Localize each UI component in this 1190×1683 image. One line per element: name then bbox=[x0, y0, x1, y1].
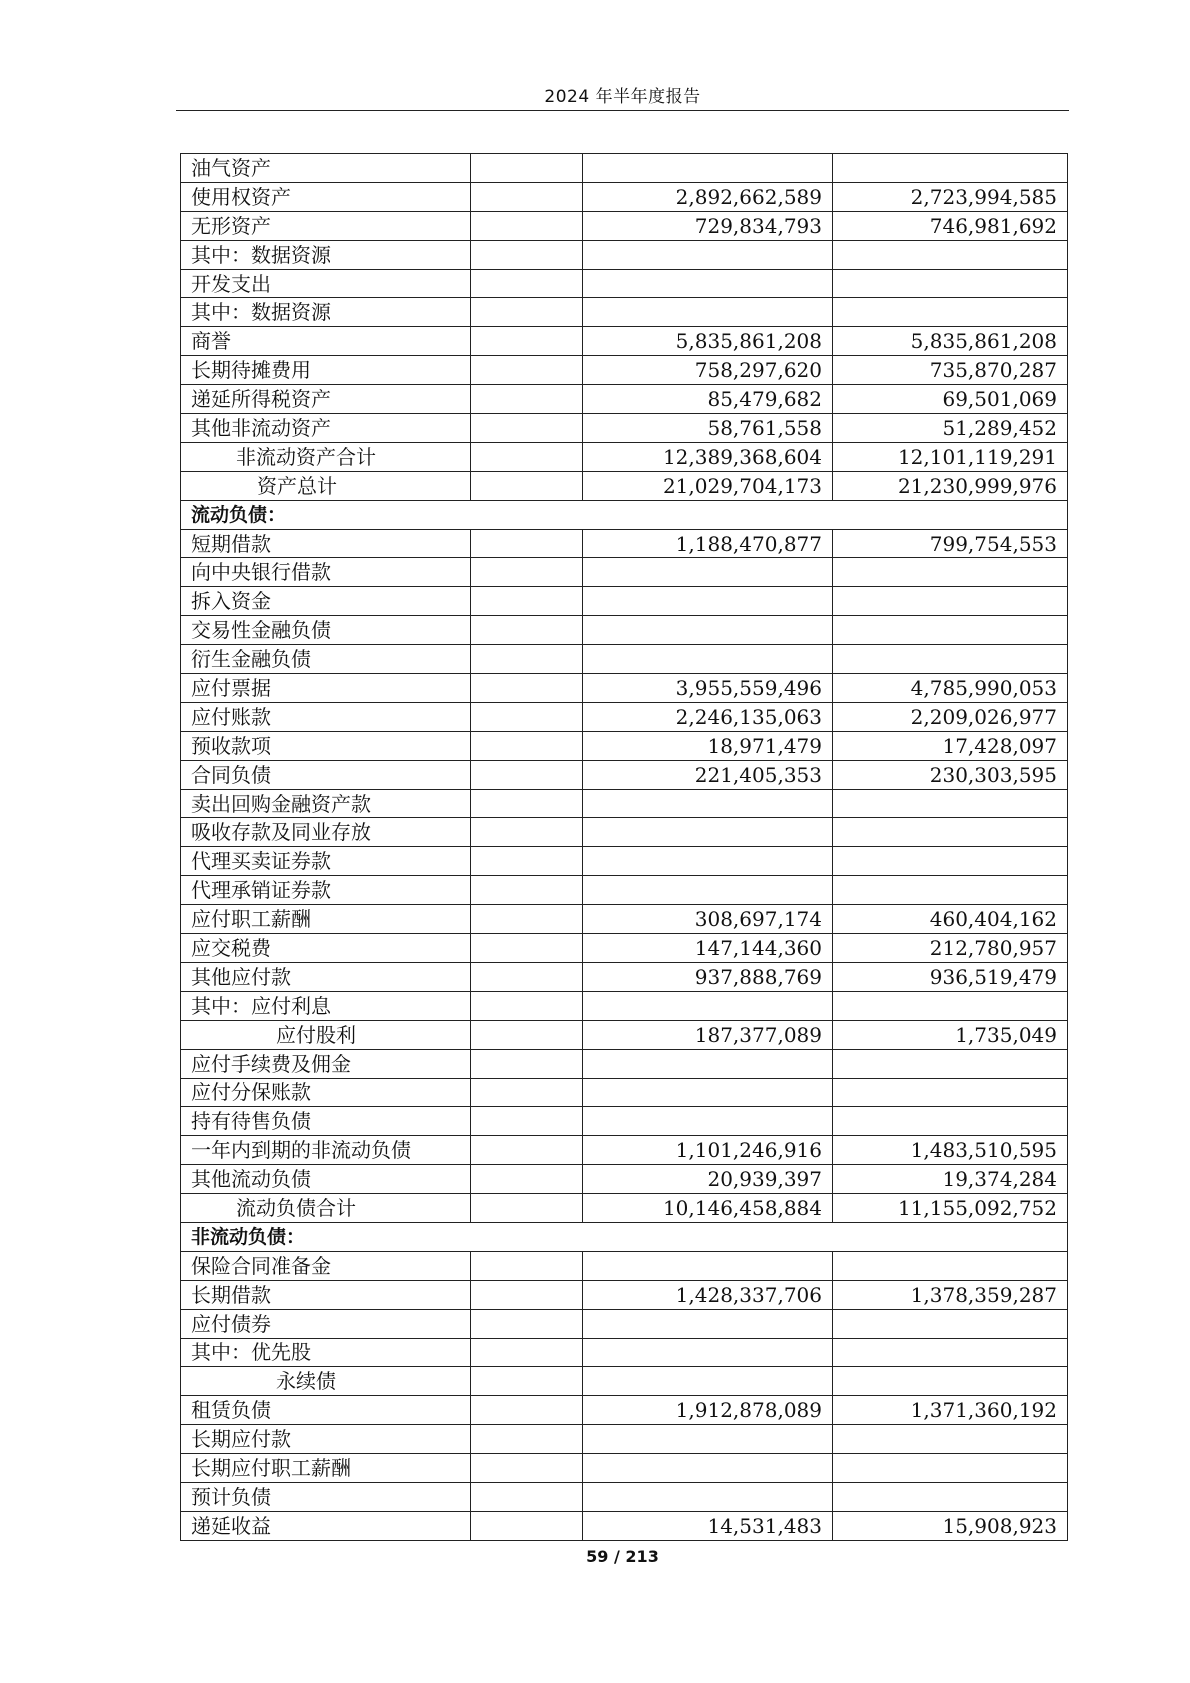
note-cell bbox=[471, 442, 583, 471]
section-header-row bbox=[181, 1222, 1068, 1251]
prior-period-value bbox=[833, 1107, 1068, 1136]
current-period-value bbox=[583, 876, 833, 905]
current-period-value bbox=[583, 818, 833, 847]
table-row bbox=[181, 240, 1068, 269]
note-cell bbox=[471, 356, 583, 385]
current-period-value: 2,246,135,063 bbox=[583, 702, 833, 731]
prior-period-value bbox=[833, 991, 1068, 1020]
prior-period-value bbox=[833, 1049, 1068, 1078]
note-cell bbox=[471, 1309, 583, 1338]
note-cell bbox=[471, 471, 583, 500]
line-item-label: 代理承销证券款 bbox=[181, 876, 471, 905]
line-item-label: 代理买卖证券款 bbox=[181, 847, 471, 876]
prior-period-value bbox=[833, 558, 1068, 587]
note-cell bbox=[471, 1020, 583, 1049]
prior-period-value bbox=[833, 240, 1068, 269]
line-item-label: 卖出回购金融资产款 bbox=[181, 789, 471, 818]
note-cell bbox=[471, 991, 583, 1020]
note-cell bbox=[471, 1396, 583, 1425]
note-cell bbox=[471, 1367, 583, 1396]
line-item-label: 其中：应付利息 bbox=[181, 991, 471, 1020]
prior-period-value: 1,371,360,192 bbox=[833, 1396, 1068, 1425]
current-period-value: 12,389,368,604 bbox=[583, 442, 833, 471]
line-item-label: 应付债券 bbox=[181, 1309, 471, 1338]
current-period-value: 758,297,620 bbox=[583, 356, 833, 385]
section-header-row bbox=[181, 500, 1068, 529]
current-period-value: 3,955,559,496 bbox=[583, 674, 833, 703]
line-item-label: 非流动资产合计 bbox=[181, 442, 471, 471]
prior-period-value: 936,519,479 bbox=[833, 962, 1068, 991]
header-divider bbox=[176, 110, 1069, 111]
current-period-value bbox=[583, 847, 833, 876]
note-cell bbox=[471, 818, 583, 847]
line-item-label: 应交税费 bbox=[181, 934, 471, 963]
current-period-value bbox=[583, 789, 833, 818]
note-cell bbox=[471, 385, 583, 414]
note-cell bbox=[471, 240, 583, 269]
current-period-value: 729,834,793 bbox=[583, 211, 833, 240]
note-cell bbox=[471, 1280, 583, 1309]
table-row bbox=[181, 356, 1068, 385]
note-cell bbox=[471, 616, 583, 645]
current-period-value bbox=[583, 1425, 833, 1454]
prior-period-value bbox=[833, 847, 1068, 876]
table-row bbox=[181, 385, 1068, 414]
line-item-label: 长期应付职工薪酬 bbox=[181, 1454, 471, 1483]
line-item-label: 应付分保账款 bbox=[181, 1078, 471, 1107]
prior-period-value bbox=[833, 154, 1068, 183]
table-row bbox=[181, 414, 1068, 443]
table-row bbox=[181, 269, 1068, 298]
note-cell bbox=[471, 1251, 583, 1280]
line-item-label: 流动负债合计 bbox=[181, 1194, 471, 1223]
prior-period-value: 17,428,097 bbox=[833, 731, 1068, 760]
prior-period-value: 212,780,957 bbox=[833, 934, 1068, 963]
table-row bbox=[181, 616, 1068, 645]
table-row bbox=[181, 962, 1068, 991]
table-row bbox=[181, 558, 1068, 587]
line-item-label: 递延所得税资产 bbox=[181, 385, 471, 414]
prior-period-value bbox=[833, 587, 1068, 616]
note-cell bbox=[471, 962, 583, 991]
table-row bbox=[181, 1078, 1068, 1107]
current-period-value bbox=[583, 298, 833, 327]
table-row bbox=[181, 182, 1068, 211]
line-item-label: 租赁负债 bbox=[181, 1396, 471, 1425]
prior-period-value: 1,483,510,595 bbox=[833, 1136, 1068, 1165]
current-period-value bbox=[583, 1338, 833, 1367]
table-row bbox=[181, 731, 1068, 760]
table-row bbox=[181, 1251, 1068, 1280]
prior-period-value: 1,735,049 bbox=[833, 1020, 1068, 1049]
current-period-value bbox=[583, 616, 833, 645]
line-item-label: 保险合同准备金 bbox=[181, 1251, 471, 1280]
current-period-value bbox=[583, 587, 833, 616]
current-period-value bbox=[583, 154, 833, 183]
note-cell bbox=[471, 269, 583, 298]
prior-period-value bbox=[833, 1251, 1068, 1280]
table-row bbox=[181, 298, 1068, 327]
table-row bbox=[181, 674, 1068, 703]
table-row bbox=[181, 327, 1068, 356]
note-cell bbox=[471, 154, 583, 183]
prior-period-value bbox=[833, 1309, 1068, 1338]
current-period-value bbox=[583, 558, 833, 587]
line-item-label: 资产总计 bbox=[181, 471, 471, 500]
current-period-value: 85,479,682 bbox=[583, 385, 833, 414]
line-item-label: 其中：数据资源 bbox=[181, 240, 471, 269]
note-cell bbox=[471, 529, 583, 558]
prior-period-value: 12,101,119,291 bbox=[833, 442, 1068, 471]
prior-period-value: 4,785,990,053 bbox=[833, 674, 1068, 703]
note-cell bbox=[471, 1107, 583, 1136]
table-row bbox=[181, 471, 1068, 500]
line-item-label: 其中：优先股 bbox=[181, 1338, 471, 1367]
note-cell bbox=[471, 1136, 583, 1165]
prior-period-value bbox=[833, 1078, 1068, 1107]
note-cell bbox=[471, 414, 583, 443]
line-item-label: 长期待摊费用 bbox=[181, 356, 471, 385]
prior-period-value bbox=[833, 298, 1068, 327]
current-period-value: 1,912,878,089 bbox=[583, 1396, 833, 1425]
prior-period-value bbox=[833, 1338, 1068, 1367]
current-period-value: 18,971,479 bbox=[583, 731, 833, 760]
note-cell bbox=[471, 1194, 583, 1223]
prior-period-value bbox=[833, 1367, 1068, 1396]
line-item-label: 应付职工薪酬 bbox=[181, 905, 471, 934]
current-period-value: 1,428,337,706 bbox=[583, 1280, 833, 1309]
current-period-value bbox=[583, 645, 833, 674]
note-cell bbox=[471, 211, 583, 240]
current-period-value: 20,939,397 bbox=[583, 1165, 833, 1194]
table-row bbox=[181, 529, 1068, 558]
prior-period-value: 69,501,069 bbox=[833, 385, 1068, 414]
line-item-label: 向中央银行借款 bbox=[181, 558, 471, 587]
note-cell bbox=[471, 789, 583, 818]
table-row bbox=[181, 1107, 1068, 1136]
note-cell bbox=[471, 702, 583, 731]
prior-period-value: 15,908,923 bbox=[833, 1511, 1068, 1540]
current-period-value: 308,697,174 bbox=[583, 905, 833, 934]
table-row bbox=[181, 1425, 1068, 1454]
note-cell bbox=[471, 847, 583, 876]
line-item-label: 持有待售负债 bbox=[181, 1107, 471, 1136]
current-period-value bbox=[583, 1107, 833, 1136]
note-cell bbox=[471, 1454, 583, 1483]
line-item-label: 衍生金融负债 bbox=[181, 645, 471, 674]
table-row bbox=[181, 789, 1068, 818]
note-cell bbox=[471, 876, 583, 905]
table-row bbox=[181, 154, 1068, 183]
current-period-value: 1,188,470,877 bbox=[583, 529, 833, 558]
table-row bbox=[181, 645, 1068, 674]
current-period-value: 221,405,353 bbox=[583, 760, 833, 789]
line-item-label: 其他非流动资产 bbox=[181, 414, 471, 443]
line-item-label: 其他应付款 bbox=[181, 962, 471, 991]
page-header-title: 2024 年半年度报告 bbox=[544, 87, 701, 107]
line-item-label: 使用权资产 bbox=[181, 182, 471, 211]
line-item-label: 商誉 bbox=[181, 327, 471, 356]
line-item-label: 其中：数据资源 bbox=[181, 298, 471, 327]
note-cell bbox=[471, 1482, 583, 1511]
table-row bbox=[181, 991, 1068, 1020]
note-cell bbox=[471, 327, 583, 356]
line-item-label: 开发支出 bbox=[181, 269, 471, 298]
current-period-value: 58,761,558 bbox=[583, 414, 833, 443]
current-period-value: 1,101,246,916 bbox=[583, 1136, 833, 1165]
note-cell bbox=[471, 587, 583, 616]
note-cell bbox=[471, 1165, 583, 1194]
note-cell bbox=[471, 1511, 583, 1540]
current-period-value bbox=[583, 1049, 833, 1078]
table-row bbox=[181, 905, 1068, 934]
line-item-label: 拆入资金 bbox=[181, 587, 471, 616]
line-item-label: 应付账款 bbox=[181, 702, 471, 731]
table-row bbox=[181, 442, 1068, 471]
balance-sheet-body bbox=[181, 154, 1068, 1541]
page-number: 59 / 213 bbox=[586, 1547, 659, 1566]
balance-sheet-table bbox=[180, 153, 1068, 1541]
note-cell bbox=[471, 1078, 583, 1107]
note-cell bbox=[471, 1338, 583, 1367]
table-row bbox=[181, 1309, 1068, 1338]
prior-period-value: 51,289,452 bbox=[833, 414, 1068, 443]
table-row bbox=[181, 818, 1068, 847]
line-item-label: 吸收存款及同业存放 bbox=[181, 818, 471, 847]
line-item-label: 合同负债 bbox=[181, 760, 471, 789]
table-row bbox=[181, 1338, 1068, 1367]
table-row bbox=[181, 847, 1068, 876]
current-period-value: 21,029,704,173 bbox=[583, 471, 833, 500]
line-item-label: 长期借款 bbox=[181, 1280, 471, 1309]
current-period-value: 10,146,458,884 bbox=[583, 1194, 833, 1223]
table-row bbox=[181, 1511, 1068, 1540]
current-period-value: 147,144,360 bbox=[583, 934, 833, 963]
line-item-label: 应付手续费及佣金 bbox=[181, 1049, 471, 1078]
current-period-value bbox=[583, 1078, 833, 1107]
current-period-value bbox=[583, 1367, 833, 1396]
prior-period-value: 19,374,284 bbox=[833, 1165, 1068, 1194]
prior-period-value bbox=[833, 1425, 1068, 1454]
note-cell bbox=[471, 674, 583, 703]
note-cell bbox=[471, 182, 583, 211]
current-period-value bbox=[583, 1309, 833, 1338]
prior-period-value: 460,404,162 bbox=[833, 905, 1068, 934]
prior-period-value: 5,835,861,208 bbox=[833, 327, 1068, 356]
line-item-label: 其他流动负债 bbox=[181, 1165, 471, 1194]
table-row bbox=[181, 1280, 1068, 1309]
table-row bbox=[181, 1049, 1068, 1078]
line-item-label: 应付票据 bbox=[181, 674, 471, 703]
prior-period-value: 230,303,595 bbox=[833, 760, 1068, 789]
prior-period-value bbox=[833, 789, 1068, 818]
note-cell bbox=[471, 731, 583, 760]
note-cell bbox=[471, 905, 583, 934]
prior-period-value bbox=[833, 645, 1068, 674]
section-header: 流动负债： bbox=[181, 500, 1068, 529]
current-period-value bbox=[583, 991, 833, 1020]
prior-period-value bbox=[833, 876, 1068, 905]
table-row bbox=[181, 702, 1068, 731]
table-row bbox=[181, 1194, 1068, 1223]
line-item-label: 无形资产 bbox=[181, 211, 471, 240]
prior-period-value: 11,155,092,752 bbox=[833, 1194, 1068, 1223]
prior-period-value: 746,981,692 bbox=[833, 211, 1068, 240]
prior-period-value: 2,209,026,977 bbox=[833, 702, 1068, 731]
note-cell bbox=[471, 1049, 583, 1078]
prior-period-value bbox=[833, 1482, 1068, 1511]
table-row bbox=[181, 1020, 1068, 1049]
current-period-value: 187,377,089 bbox=[583, 1020, 833, 1049]
line-item-label: 短期借款 bbox=[181, 529, 471, 558]
section-header: 非流动负债： bbox=[181, 1222, 1068, 1251]
line-item-label: 应付股利 bbox=[181, 1020, 471, 1049]
prior-period-value bbox=[833, 818, 1068, 847]
current-period-value: 937,888,769 bbox=[583, 962, 833, 991]
current-period-value bbox=[583, 240, 833, 269]
table-row bbox=[181, 1396, 1068, 1425]
current-period-value: 14,531,483 bbox=[583, 1511, 833, 1540]
table-row bbox=[181, 587, 1068, 616]
table-row bbox=[181, 1165, 1068, 1194]
note-cell bbox=[471, 1425, 583, 1454]
table-row bbox=[181, 1482, 1068, 1511]
prior-period-value: 1,378,359,287 bbox=[833, 1280, 1068, 1309]
line-item-label: 永续债 bbox=[181, 1367, 471, 1396]
prior-period-value: 21,230,999,976 bbox=[833, 471, 1068, 500]
current-period-value bbox=[583, 1251, 833, 1280]
note-cell bbox=[471, 298, 583, 327]
line-item-label: 一年内到期的非流动负债 bbox=[181, 1136, 471, 1165]
table-row bbox=[181, 760, 1068, 789]
current-period-value bbox=[583, 269, 833, 298]
prior-period-value bbox=[833, 269, 1068, 298]
line-item-label: 油气资产 bbox=[181, 154, 471, 183]
table-row bbox=[181, 934, 1068, 963]
prior-period-value: 2,723,994,585 bbox=[833, 182, 1068, 211]
line-item-label: 预收款项 bbox=[181, 731, 471, 760]
note-cell bbox=[471, 934, 583, 963]
line-item-label: 交易性金融负债 bbox=[181, 616, 471, 645]
current-period-value: 2,892,662,589 bbox=[583, 182, 833, 211]
prior-period-value bbox=[833, 616, 1068, 645]
line-item-label: 长期应付款 bbox=[181, 1425, 471, 1454]
table-row bbox=[181, 1367, 1068, 1396]
line-item-label: 递延收益 bbox=[181, 1511, 471, 1540]
prior-period-value bbox=[833, 1454, 1068, 1483]
table-row bbox=[181, 876, 1068, 905]
note-cell bbox=[471, 645, 583, 674]
current-period-value bbox=[583, 1454, 833, 1483]
prior-period-value: 799,754,553 bbox=[833, 529, 1068, 558]
prior-period-value: 735,870,287 bbox=[833, 356, 1068, 385]
line-item-label: 预计负债 bbox=[181, 1482, 471, 1511]
table-row bbox=[181, 211, 1068, 240]
note-cell bbox=[471, 558, 583, 587]
current-period-value bbox=[583, 1482, 833, 1511]
note-cell bbox=[471, 760, 583, 789]
table-row bbox=[181, 1454, 1068, 1483]
table-row bbox=[181, 1136, 1068, 1165]
current-period-value: 5,835,861,208 bbox=[583, 327, 833, 356]
